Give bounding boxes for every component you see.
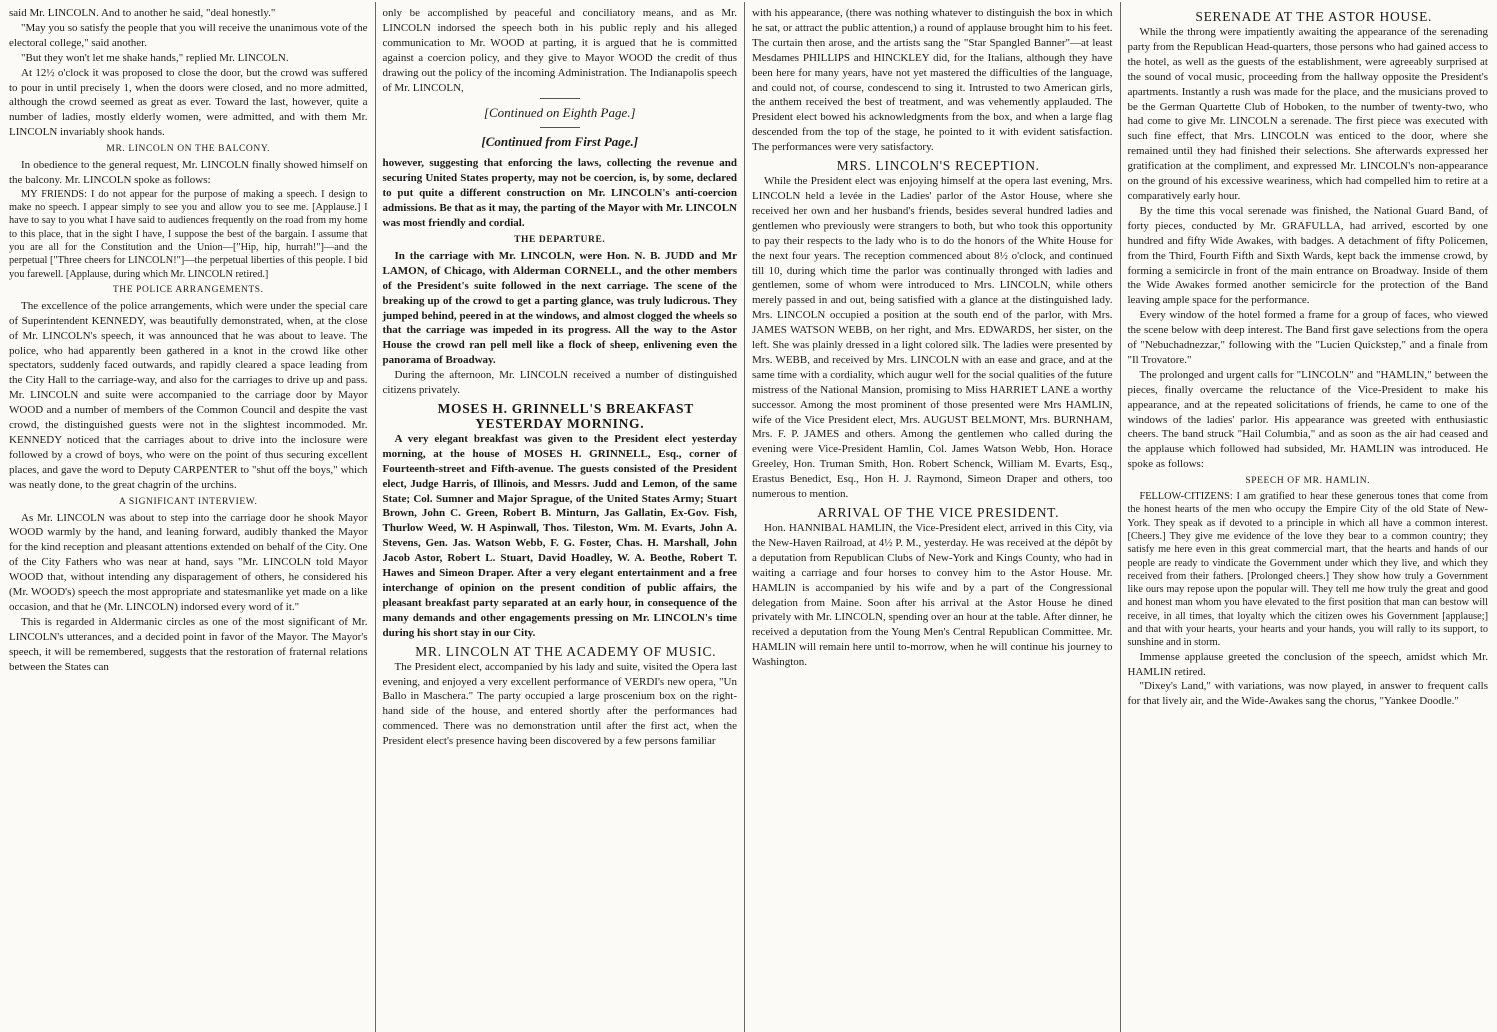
section-heading: SERENADE AT THE ASTOR HOUSE. <box>1195 9 1433 24</box>
paragraph: "May you so satisfy the people that you will receive the unanimous vote of the electoral college," said another. <box>9 21 368 49</box>
section-heading: SPEECH OF MR. HAMLIN. <box>1245 476 1371 487</box>
speech-paragraph: MY FRIENDS: I do not appear for the purpose of making a speech. I design to make no speech. I appear simply to see you and allow you to see me. [Applause.] I have to say to you what I have said to audiences frequently on the road from my home to this place, that in the sight I have, I suppose the best of the bargain. I assume that you are all for the Constitution and the Union—["Hip, hip, hurrah!"]—and the perpetual ["Three cheers for LINCOLN!"]—the perpetual liberties of this people. I bid you farewell. [Applause, during which Mr. LINCOLN retired.] <box>9 188 368 280</box>
column-2 <box>375 2 745 1032</box>
section-heading: THE POLICE ARRANGEMENTS. <box>112 284 264 295</box>
paragraph: however, suggesting that enforcing the laws, collecting the revenue and securing United States property, may not be coercion, is, by some, declared to put quite a different construction on Mr. LINCOLN's anti-coercion admissions. Be that as it may, the parting of the Mayor with Mr. LINCOLN was most friendly and cordial. <box>382 157 737 230</box>
paragraph: said Mr. LINCOLN. And to another he said, "deal honestly." <box>9 7 276 19</box>
section-heading: A SIGNIFICANT INTERVIEW. <box>119 496 258 507</box>
column-1 <box>2 2 375 1032</box>
section-heading: MRS. LINCOLN'S RECEPTION. <box>836 158 1040 174</box>
paragraph: At 12½ o'clock it was proposed to close the door, but the crowd was suffered to pour in until precisely 1, when the doors were closed, and no more admitted, although the crowd seemed as great as ever. Toward the last, however, quite a number of ladies, mostly elderly women, were admitted, and with them Mr. LINCOLN invariably shook hands. <box>9 66 368 139</box>
divider <box>540 127 580 128</box>
paragraph: While the President elect was enjoying himself at the opera last evening, Mrs. LINCOLN held a levée in the Ladies' parlor of the Astor House, where she received her own and her husband's friends, besides several hundred ladies and gentlemen who previously were strangers to both, but who took this opportunity to pay their respects to the lady who is to do the honors of the White House for the next four years. The reception commenced about 8½ o'clock, and continued till 10, during which time the parlor was continually thronged with ladies and gentlemen, some of whom were introduced to Mrs. LINCOLN, while others merely passed in and out, being satisfied with a glance at the distinguished lady. Mrs. LINCOLN occupied a position at the south end of the parlor, with Mrs. JAMES WATSON WEBB, on her right, and Mrs. EDWARDS, her sister, on the left. She was plainly dressed in a light colored silk. The ladies were presented by Mrs. WEBB, and received by Mrs. LINCOLN with an ease and grace, and at the same time with a cordiality, which augur well for the social qualities of the future mistress of the National Mansion, promising to Miss HARRIET LANE a worthy successor. Among the most prominent of those presented were Mrs HAMLIN, wife of the Vice President elect, Mrs. AUGUST BELMONT, Mrs. BURNHAM, Mrs. F. P. JAMES and others. Among the gentlemen who called during the evening were Vice-President Hamlin, Col. James Watson Webb, Hon. Horace Greeley, Hon. Truman Smith, Hon. Robert Schenck, William M. Evarts, Esq., Erastus Benedict, Esq., Hon H. J. Raymond, Simeon Draper and others, too numerous to mention. <box>752 175 1113 501</box>
paragraph: Every window of the hotel formed a frame for a group of faces, who viewed the scene below with deep interest. The Band first gave selections from the opera of "Nebuchadnezzar," following with the "Lucien Quickstep," and a finale from "Il Trovatore." <box>1127 309 1488 366</box>
column-4 <box>1120 2 1496 1032</box>
paragraph: During the afternoon, Mr. LINCOLN received a number of distinguished citizens privately. <box>382 369 737 397</box>
paragraph: A very elegant breakfast was given to the President elect yesterday morning, at the house of MOSES H. GRINNELL, Esq., corner of Fourteenth-street and Fifth-avenue. The guests consisted of the President elect, Judge Harris, of Illinois, and Messrs. Judd and Lemon, of the same State; Col. Sumner and Major Sprague, of the United States Army; Stuart Brown, John C. Green, Robert B. Minturn, Jas Gallatin, Ex-Gov. Fish, Thurlow Weed, W. H Aspinwall, Thos. Tileston, Wm. M. Evarts, John A. Stevens, Gen. Jas. Watson Webb, F. G. Foster, Chas. H. Marshall, John Jacob Astor, Robert L. Stuart, David Hoadley, W. A. Beothe, Robert T. Hawes and Simeon Draper. After a very elegant entertainment and a free interchange of opinion on the present condition of public affairs, the pleasant breakfast party separated at an early hour, in consequence of the many demands and other engagements pressing on Mr. LINCOLN's time during his short stay in our City. <box>382 432 737 639</box>
paragraph: with his appearance, (there was nothing whatever to distinguish the box in which he sat, or attract the public attention,) a round of applause brought him to his feet. The curtain then arose, and the artists sang the "Star Spangled Banner"—at least Mesdames PHILLIPS and HINCKLEY did, for the Italians, although they have been here for many years, have not yet mastered the difficulties of the language, and could not, of course, condescend to sing it. Intrusted to two American girls, the anthem received the best of treatment, and was vehemently applauded. The President elect bowed his acknowledgments from the box, and when a large flag descended from the top of the stage, he pointed to it with evident satisfaction. The performances were very satisfactory. <box>752 7 1113 154</box>
paragraph: Hon. HANNIBAL HAMLIN, the Vice-President elect, arrived in this City, via the New-Haven Railroad, at 4½ P. M., yesterday. He was received at the dépôt by a deputation from Republican Clubs of New-York and Kings County, who had in waiting a carriage and four horses to convey him to the Astor House. Mr. HAMLIN is accompanied by his wife and by a part of the Congressional delegation from Maine. Soon after his arrival at the Astor House he dined privately with Mr. LINCOLN, spending over an hour at the table. After dinner, he received a deputation from the Young Men's Central Republican Committee. Mr. HAMLIN will remain here until to-morrow, when he will continue his journey to Washington. <box>752 522 1113 669</box>
paragraph: "But they won't let me shake hands," replied Mr. LINCOLN. <box>21 51 289 64</box>
paragraph: In the carriage with Mr. LINCOLN, were Hon. N. B. JUDD and Mr LAMON, of Chicago, with Alderman CORNELL, and the other members of the President's suite followed in the next carriage. The scene of the breaking up of the crowd to get a parting glance, was truly ludicrous. They jumped behind, peered in at the windows, and almost clogged the wheels so that the carriage was impeded in its progress. All the way to the Astor House the crowd ran pell mell like a flock of sheep, enlivening even the panorama of Broadway. <box>382 249 737 367</box>
section-heading: MR. LINCOLN ON THE BALCONY. <box>106 144 271 155</box>
paragraph: By the time this vocal serenade was finished, the National Guard Band, of forty pieces, conducted by Mr. GRAFULLA, had arrived, escorted by one hundred and fifty Wide Awakes, with badges. A detachment of fifty Policemen, from the Third, Fourth Fifth and Sixth Wards, kept back the immense crowd, by forming a semicircle in front of the main entrance on Broadway. Inside of them the Wide Awakes formed another semicircle for the protection of the Band leaving ample space for the performance. <box>1127 204 1488 307</box>
paragraph: Immense applause greeted the conclusion of the speech, amidst which Mr. HAMLIN retired. <box>1127 650 1488 678</box>
bold-block <box>383 432 738 641</box>
paragraph: While the throng were impatiently awaiting the appearance of the serenading party from the Republican Head-quarters, those persons who had gained access to the hotel, as well as the guests of the establishment, were agreeably surprised at the sound of vocal music, proceeding from the hallway opposite the President's apartments. Instantly a rush was made for the place, and the musicians proved to be the German Quartette Club of Hoboken, to the number of twenty-two, who had come to give Mr. LINCOLN a serenade. The first piece was executed with such fine effect, that Mrs. LINCOLN was enticed to the door, where she remained until they had finished their selections. She afterwards expressed her gratification at the compliment, and expressed Mr. LINCOLN's non-appearance on the ground of his excessive weariness, which had compelled him to retire at a comparatively early hour. <box>1127 26 1488 202</box>
paragraph: This is regarded in Aldermanic circles as one of the most significant of Mr. LINCOLN's utterances, and a decided point in favor of the Mayor. The Mayor's speech, it will be remembered, suggests that the restoration of fraternal relations between the States can <box>9 615 368 673</box>
bold-block <box>383 249 738 368</box>
section-heading: MR. LINCOLN AT THE ACADEMY OF MUSIC. <box>415 643 717 659</box>
paragraph: The prolonged and urgent calls for "LINCOLN" and "HAMLIN," between the pieces, finally overcame the reluctance of the Vice-President to make his appearance, and at the repeated solicitations of friends, he came to one of the windows of the ladies' parlor. His appearance was greeted with enthusiastic cheers. The band struck "Hail Columbia," and as soon as the air had ceased and the applause which followed had subsided, Mr. HAMLIN was introduced. He spoke as follows: <box>1127 368 1488 471</box>
paragraph: "Dixey's Land," with variations, was now played, in answer to frequent calls for that lively air, and the Wide-Awakes sang the chorus, "Yankee Doodle." <box>1127 680 1488 708</box>
paragraph: only be accomplished by peaceful and conciliatory means, and as Mr. LINCOLN indorsed the speech both in his public reply and his alleged communication to Mr. WOOD at parting, it is argued that he is committed against a coercion policy, and they give to Mayor WOOD the credit of thus drawing out the policy of the incoming Administration. The Indianapolis speech of Mr. LINCOLN, <box>382 7 737 94</box>
section-heading: MOSES H. GRINNELL'S BREAKFAST YESTERDAY MORNING. <box>437 400 694 431</box>
section-heading: ARRIVAL OF THE VICE PRESIDENT. <box>817 505 1060 520</box>
paragraph: The excellence of the police arrangements, which were under the special care of Superintendent KENNEDY, was beautifully demonstrated, when, at the close of Mr. LINCOLN's speech, it was announced that he was about to leave. The police, who had apparently been gathered in a knot in the crowd like other spectators, suddenly faced outwards, and rapidly cleared a space leading from the City Hall to the carriage-way, and also for the carriages to drive up and pass. Mr. LINCOLN and suite were accompanied to the carriage door by Mayor WOOD and a number of members of the Common Council and despite the vast crowd, the distinguished guests were not in the slightest incommoded. Mr. KENNEDY noticed that the carriages about to drive into the inclosure were followed by a crowd of boys, who were on the point of thus securing excellent places, and gave the word to Deputy CARPENTER to "shut off the boys," which was neatly done, to the great chagrin of the urchins. <box>9 299 368 491</box>
continued-notice[interactable]: [Continued on Eighth Page.] <box>483 105 636 121</box>
column-3 <box>744 2 1120 1032</box>
speech-paragraph: FELLOW-CITIZENS: I am gratified to hear these generous tones that come from the honest hearts of the men who occupy the Empire City of the old State of New-York. They speak as if devoted to a principle in which all have a common interest. [Cheers.] They give me evidence of the love they bear to a common country; they satisfy me here even in this great commercial mart, that the hearts and hands of our people are ready to vindicate the Government under which they live, and which they received from their fathers. [Prolonged cheers.] They show how truly a Government like ours may repose upon the popular will. They tell me how truly the great and good and honest man whom you have elevated to the first position that man can bestow will receive, in all times, that loyalty which the citizen owes his Government [applause;] and that with your hearts, your hearts and your hands, you will rally to its support, to sunshine and in storm. <box>1127 491 1488 649</box>
paragraph: In obedience to the general request, Mr. LINCOLN finally showed himself on the balcony. Mr. LINCOLN spoke as follows: <box>9 159 368 186</box>
section-heading: THE DEPARTURE. <box>514 234 606 245</box>
divider <box>540 98 580 99</box>
continued-notice[interactable]: [Continued from First Page.] <box>481 134 639 150</box>
paragraph: As Mr. LINCOLN was about to step into the carriage door he shook Mayor WOOD warmly by the hand, and leaning forward, audibly thanked the Mayor for the kind reception and pleasant attentions extended on behalf of the City. One of the City Fathers who was near at hand, says "Mr. LINCOLN told Mayor WOOD that, without intending any disparagement of others, he considered his (Mr. WOOD's) speech the most appropriate and statesmanlike yet made on a like occasion, and that he (Mr. LINCOLN) indorsed every word of it." <box>9 511 368 613</box>
paragraph: The President elect, accompanied by his lady and suite, visited the Opera last evening, and enjoyed a very excellent performance of VERDI's new opera, "Un Ballo in Maschera." The party occupied a large proscenium box on the right-hand side of the house, and entered shortly after the performances had commenced. There was no demonstration until after the first act, when the President elect's presence having been discovered by a few persons familiar <box>382 660 737 748</box>
